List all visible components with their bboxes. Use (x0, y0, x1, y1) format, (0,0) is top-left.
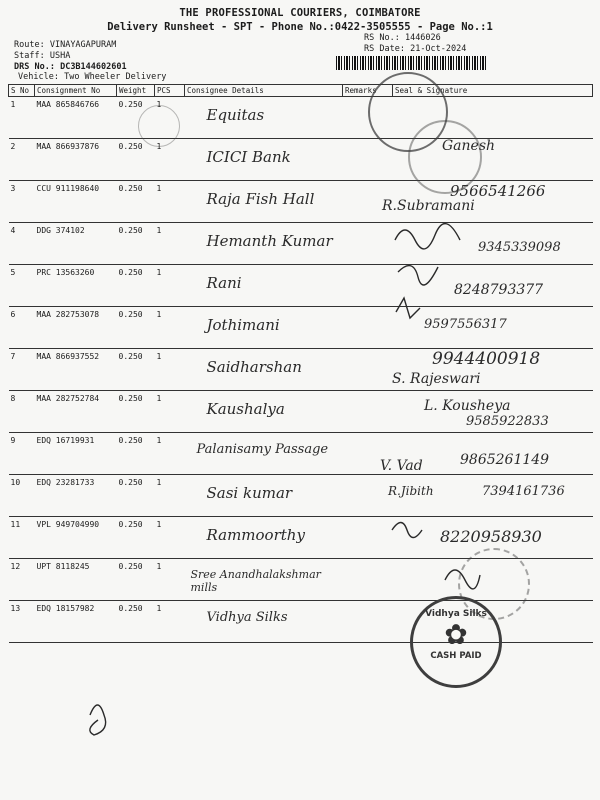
table-cell: 1 (9, 97, 35, 139)
table-cell: EDQ 16719931 (35, 433, 117, 475)
scribble-signature (392, 523, 422, 538)
col-consignment: Consignment No (35, 85, 117, 97)
handwritten-signature: Ganesh (442, 138, 496, 154)
table-cell: 0.250 (117, 265, 155, 307)
bank-seal-stamp (408, 120, 482, 194)
table-cell: 1 (155, 349, 185, 391)
col-sno: S No (9, 85, 35, 97)
table-cell: 0.250 (117, 475, 155, 517)
table-cell: UPT 8118245 (35, 559, 117, 601)
table-cell: 11 (9, 517, 35, 559)
consignee-name: Vidhya Silks (206, 610, 288, 625)
table-cell: MAA 282753078 (35, 307, 117, 349)
staff-value: USHA (49, 51, 71, 61)
consignee-name: Saidharshan (206, 358, 302, 376)
table-cell: 8 (9, 391, 35, 433)
consignee-name: Rani (206, 274, 242, 292)
table-cell: 0.250 (117, 223, 155, 265)
table-cell: 1 (155, 391, 185, 433)
consignee-name: Rammoorthy (206, 526, 305, 544)
consignee-name: Equitas (206, 106, 265, 124)
handwritten-signature: R.Jibith (388, 484, 434, 498)
consignee-name: Jothimani (206, 316, 280, 334)
table-cell: 1 (155, 517, 185, 559)
table-cell: 1 (155, 559, 185, 601)
drs-value: DC3B144602601 (60, 62, 127, 72)
handwritten-signature: L. Kousheya (424, 398, 511, 414)
table-cell: 12 (9, 559, 35, 601)
handwritten-phone: 9585922833 (466, 414, 549, 429)
col-pcs: PCS (155, 85, 185, 97)
table-cell: 0.250 (117, 139, 155, 181)
scribble-signature (395, 224, 460, 249)
handwritten-signature: R.Subramani (382, 198, 475, 214)
consignee-name: Sasi kumar (206, 484, 293, 502)
route-value: VINAYAGAPURAM (49, 40, 117, 50)
table-cell: 0.250 (117, 349, 155, 391)
col-remarks: Remarks (343, 85, 393, 97)
staff-line: Staff: USHA (14, 51, 71, 61)
table-cell: 0.250 (117, 601, 155, 643)
consignee-name: Raja Fish Hall (206, 190, 315, 208)
table-cell: 13 (9, 601, 35, 643)
table-cell: 0.250 (117, 97, 155, 139)
col-seal-signature: Seal & Signature (393, 85, 593, 97)
rs-no-value: 1446026 (404, 33, 441, 43)
table-cell: 7 (9, 349, 35, 391)
table-cell: VPL 949704990 (35, 517, 117, 559)
scribble-signature (398, 266, 438, 285)
handwritten-phone: 8248793377 (454, 282, 544, 298)
table-cell: 1 (155, 181, 185, 223)
table-cell: 1 (155, 475, 185, 517)
table-cell: EDQ 23281733 (35, 475, 117, 517)
handwritten-signature: V. Vad (380, 458, 423, 474)
table-cell: 1 (155, 139, 185, 181)
handwritten-signature: S. Rajeswari (392, 371, 481, 387)
drs-line: DRS No.: DC3B144602601 (14, 62, 127, 72)
consignee-name: Kaushalya (206, 400, 285, 418)
table-cell: 0.250 (117, 307, 155, 349)
handwritten-phone: 9345339098 (478, 240, 561, 255)
table-cell: 1 (155, 601, 185, 643)
rs-no-line: RS No.: 1446026 (364, 33, 441, 43)
table-cell: 0.250 (117, 391, 155, 433)
table-cell: 6 (9, 307, 35, 349)
table-cell: MAA 866937876 (35, 139, 117, 181)
route-line: Route: VINAYAGAPURAM (14, 40, 117, 50)
handwritten-phone: 7394161736 (482, 484, 565, 499)
table-cell: 0.250 (117, 433, 155, 475)
table-cell: 5 (9, 265, 35, 307)
table-cell: EDQ 18157982 (35, 601, 117, 643)
handwritten-phone: 9944400918 (432, 349, 541, 369)
table-cell: MAA 866937552 (35, 349, 117, 391)
rs-date-value: 21-Oct-2024 (410, 44, 467, 54)
table-cell: 9 (9, 433, 35, 475)
col-weight: Weight (117, 85, 155, 97)
vehicle-line: Vehicle: Two Wheeler Delivery (18, 72, 167, 82)
handwritten-phone: 9597556317 (424, 317, 507, 332)
table-cell: 1 (155, 97, 185, 139)
handwritten-phone: 8220958930 (440, 527, 542, 546)
table-cell: 4 (9, 223, 35, 265)
vidhya-silks-stamp: Vidhya Silks ✿ CASH PAID (410, 596, 502, 688)
consignee-name: Hemanth Kumar (206, 232, 333, 250)
vs-logo-icon: ✿ (444, 618, 468, 651)
table-cell: 0.250 (117, 181, 155, 223)
table-cell: 1 (155, 433, 185, 475)
table-cell: PRC 13563260 (35, 265, 117, 307)
table-cell: 1 (155, 265, 185, 307)
initials-scribble (90, 705, 106, 735)
runsheet-subtitle: Delivery Runsheet - SPT - Phone No.:0422-3505555 - Page No.:1 (107, 21, 493, 33)
rs-date-line: RS Date: 21-Oct-2024 (364, 44, 467, 54)
table-cell: 0.250 (117, 559, 155, 601)
table-cell: CCU 911198640 (35, 181, 117, 223)
consignee-name: ICICI Bank (206, 148, 291, 166)
company-title: THE PROFESSIONAL COURIERS, COIMBATORE (179, 7, 421, 19)
table-cell: 3 (9, 181, 35, 223)
table-cell: MAA 282752784 (35, 391, 117, 433)
faint-stamp (138, 105, 180, 147)
table-cell: 10 (9, 475, 35, 517)
table-cell: 1 (155, 307, 185, 349)
scribble-signature (396, 298, 420, 318)
table-cell: MAA 865846766 (35, 97, 117, 139)
table-cell: 2 (9, 139, 35, 181)
handwritten-phone: 9566541266 (450, 182, 546, 200)
handwritten-phone: 9865261149 (460, 452, 550, 468)
table-cell: 1 (155, 223, 185, 265)
vehicle-value: Two Wheeler Delivery (64, 72, 167, 82)
consignee-name: Sree Anandhalakshmar mills (190, 568, 321, 594)
table-cell: DDG 374102 (35, 223, 117, 265)
col-consignee: Consignee Details (185, 85, 343, 97)
consignee-name: Palanisamy Passage (196, 442, 329, 457)
table-cell: 0.250 (117, 517, 155, 559)
